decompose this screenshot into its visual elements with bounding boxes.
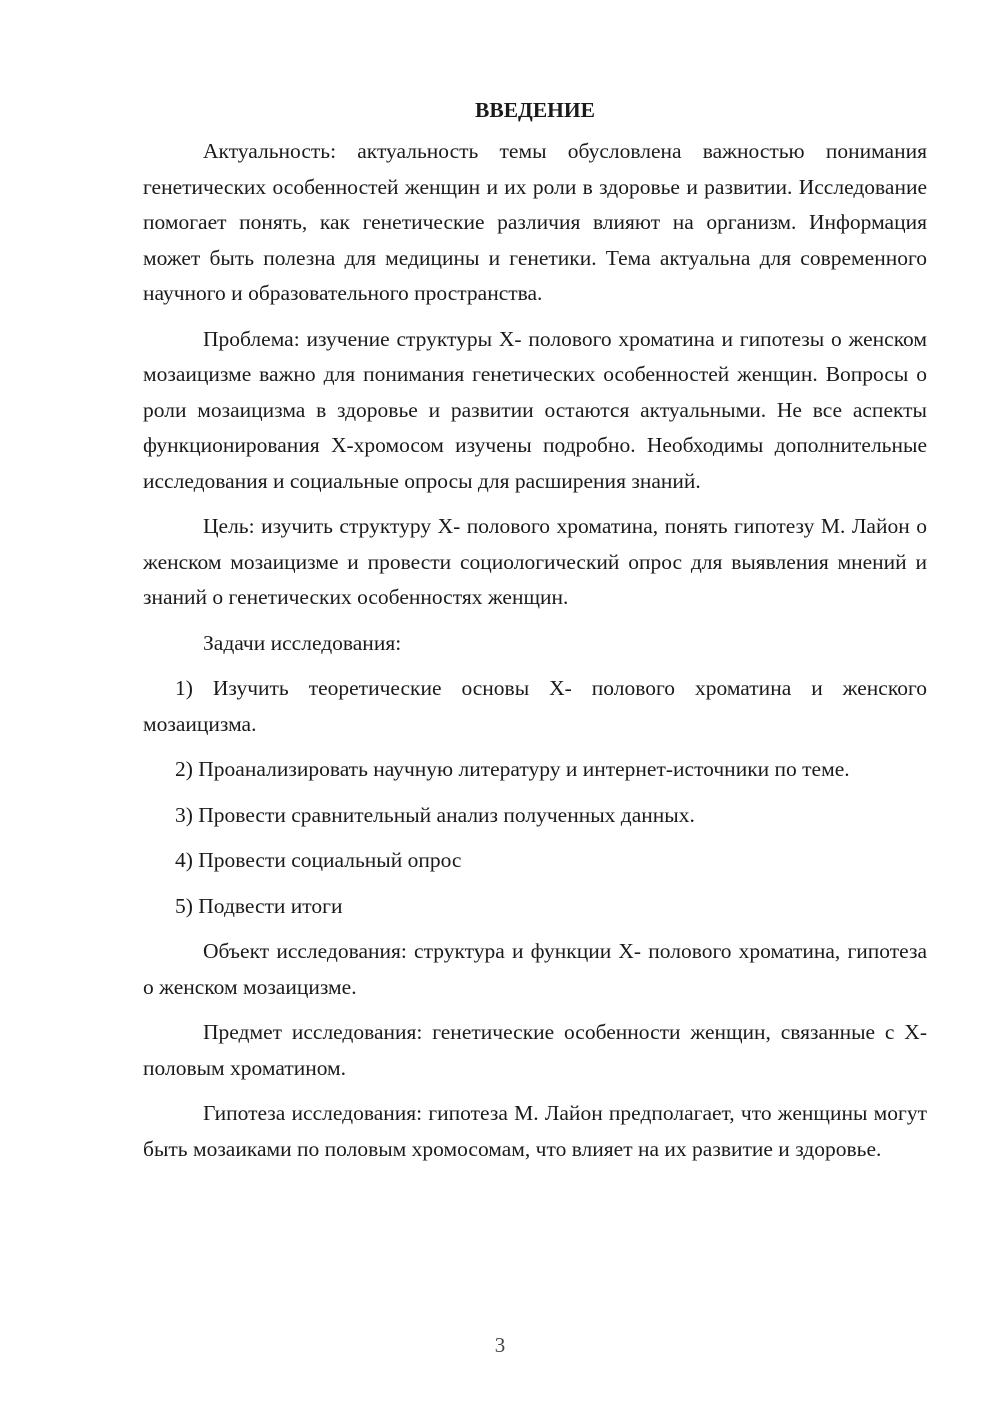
paragraph-hypothesis: Гипотеза исследования: гипотеза М. Лайон предполагает, что женщины могут быть мозаиками по половым хромосомам, что влияет на их развитие и здоровье. — [143, 1101, 927, 1161]
page-number: 3 — [494, 1333, 506, 1357]
page-title: ВВЕДЕНИЕ — [475, 98, 595, 122]
paragraph-object: Объект исследования: структура и функции Х- полового хроматина, гипотеза о женском мозаицизме. — [143, 939, 927, 999]
paragraph-goal: Цель: изучить структуру Х- полового хроматина, понять гипотезу М. Лайон о женском мозаицизме и провести социологический опрос для выявления мнений и знаний о генетических особенностях женщин. — [143, 514, 927, 609]
list-item: 2) Проанализировать научную литературу и интернет-источники по теме. — [175, 757, 850, 781]
list-item: 4) Провести социальный опрос — [175, 848, 462, 872]
paragraph-relevance: Актуальность: актуальность темы обусловлена важностью понимания генетических особенностей женщин и их роли в здоровье и развитии. Исследование помогает понять, как генетические различия влияют на организм. Информация может быть полезна для медицины и генетики. Тема актуальна для современного научного и образовательного пространства. — [143, 139, 927, 305]
list-item: 3) Провести сравнительный анализ полученных данных. — [175, 802, 695, 827]
paragraph-tasks-heading: Задачи исследования: — [203, 630, 402, 655]
list-item: 1) Изучить теоретические основы Х- полового хроматина и женского мозаицизма. — [143, 676, 927, 736]
tasks-list — [143, 671, 927, 924]
list-item: 5) Подвести итоги — [175, 893, 343, 918]
paragraph-subject: Предмет исследования: генетические особенности женщин, связанные с Х- половым хроматином. — [143, 1020, 927, 1080]
paragraph-problem: Проблема: изучение структуры Х- полового хроматина и гипотезы о женском мозаицизме важно для понимания генетических особенностей женщин. Вопросы о роли мозаицизма в здоровье и развитии остаются актуальными. Не все аспекты функционирования Х-хромосом изучены подробно. Необходимы дополнительные исследования и социальные опросы для расширения знаний. — [143, 326, 927, 493]
document-page — [143, 92, 927, 1177]
